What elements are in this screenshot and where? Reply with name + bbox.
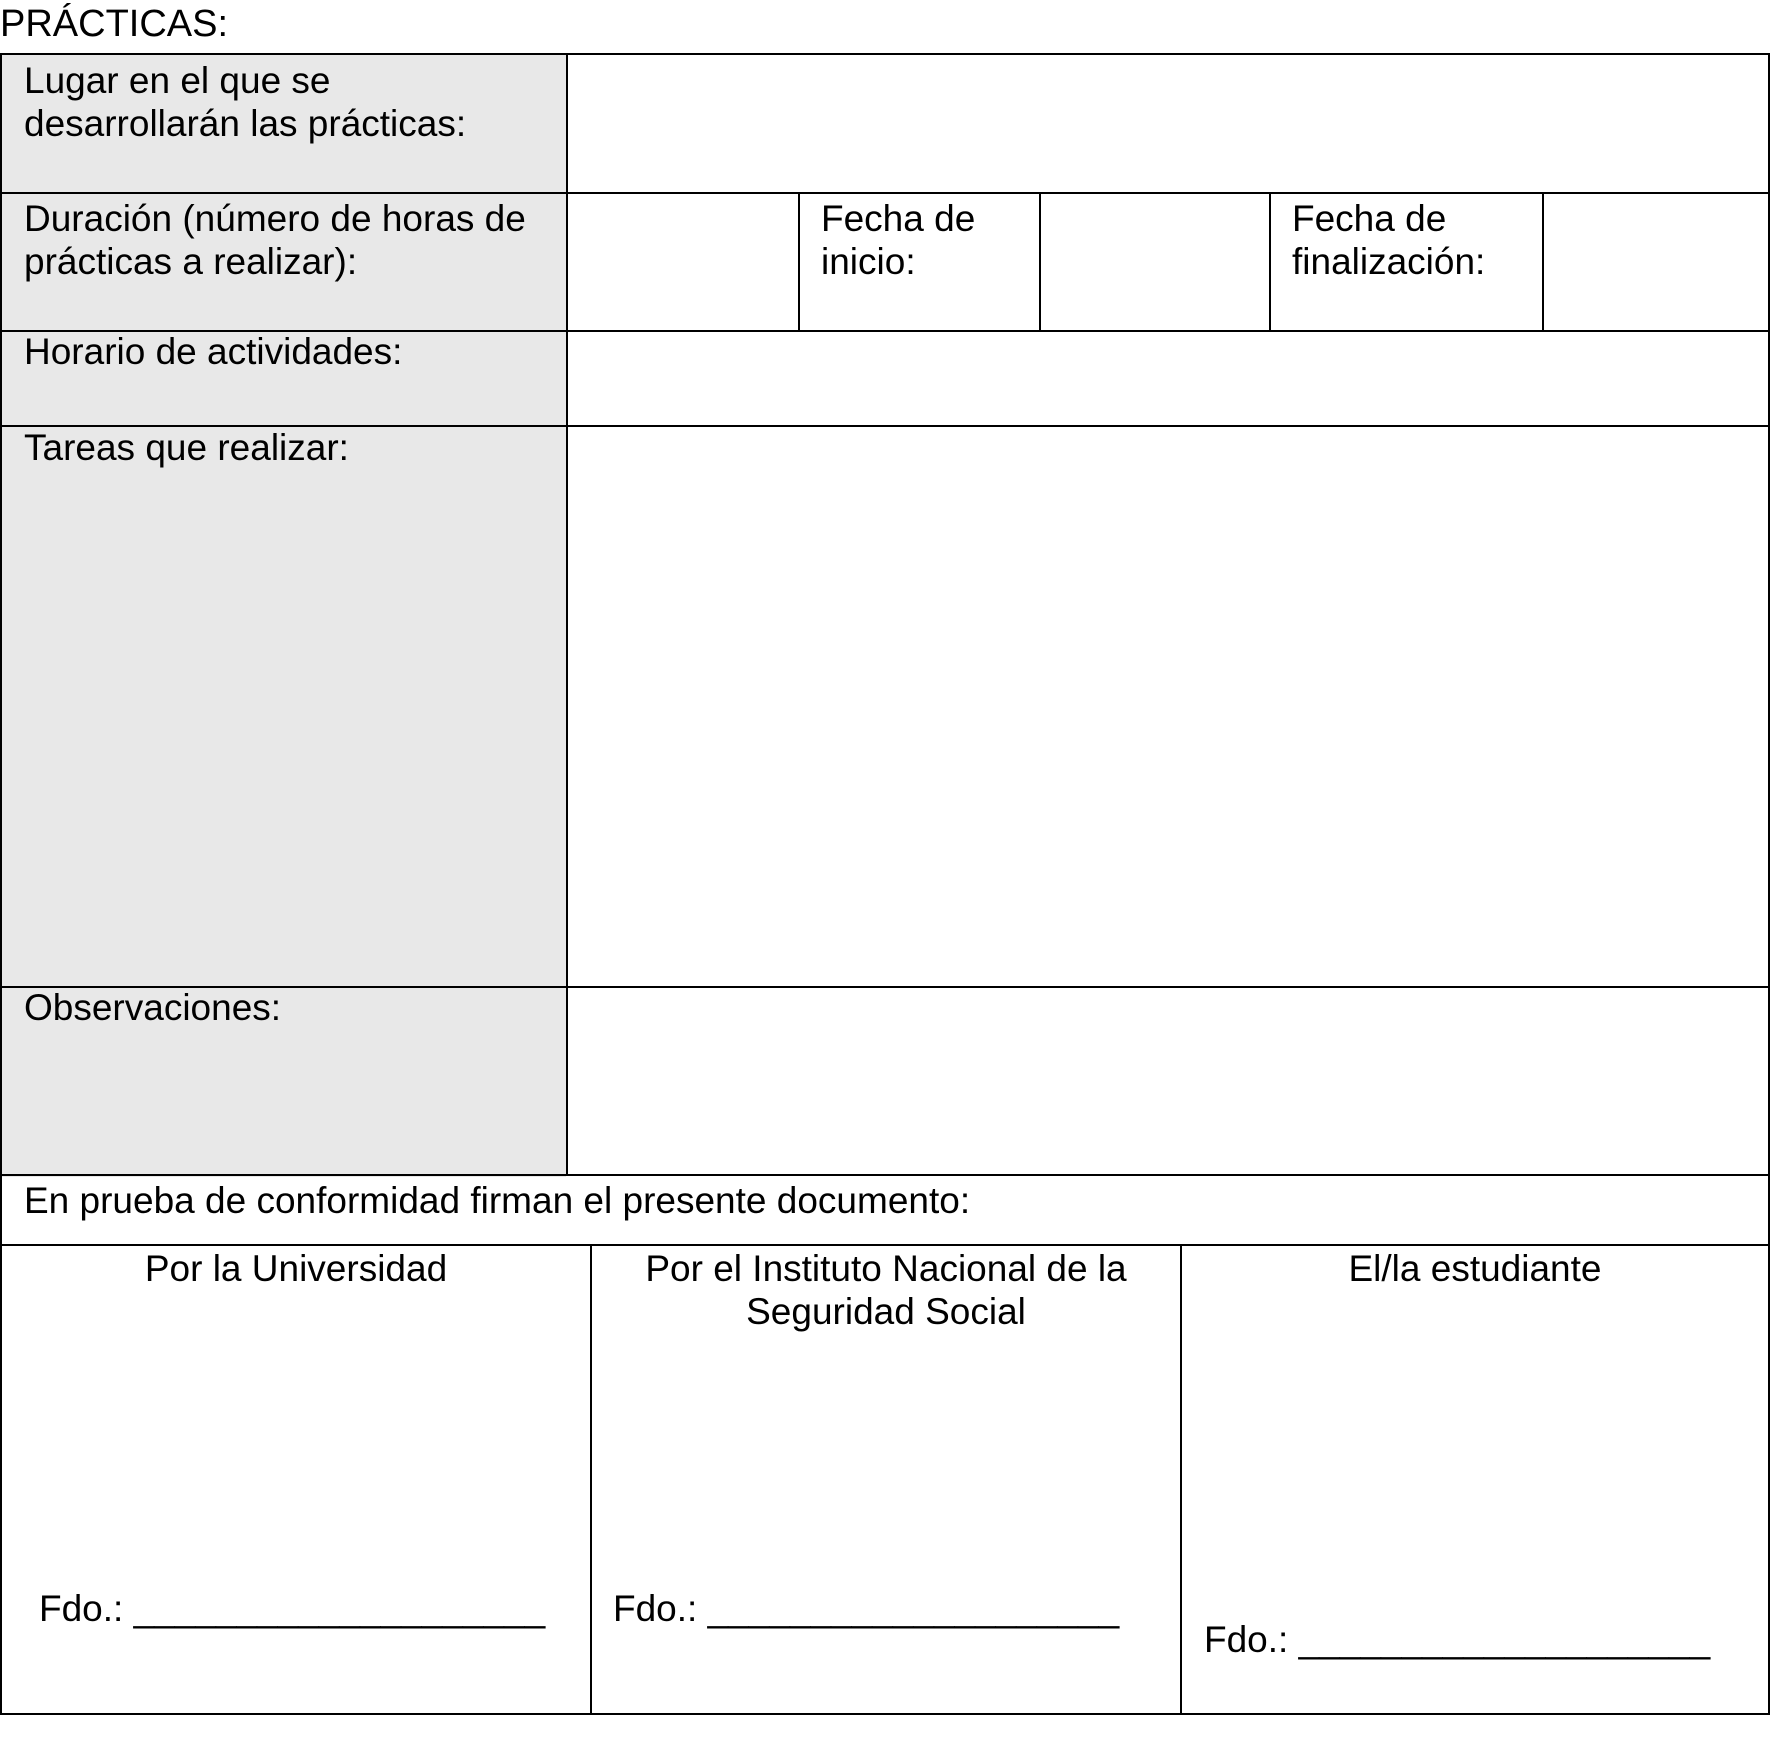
page-title: PRÁCTICAS: bbox=[0, 3, 229, 45]
row-divider bbox=[2, 192, 1768, 194]
column-divider bbox=[1180, 1245, 1182, 1713]
column-divider bbox=[798, 193, 800, 331]
signature-title-universidad: Por la Universidad bbox=[144, 1248, 448, 1289]
signature-line-universidad[interactable]: Fdo.: ____________________ bbox=[39, 1588, 546, 1629]
column-divider bbox=[1269, 193, 1271, 331]
row-divider bbox=[2, 1174, 1768, 1176]
lugar-label: Lugar en el que se desarrollarán las prácticas: bbox=[24, 60, 467, 144]
row-divider bbox=[2, 1244, 1768, 1246]
observaciones-label: Observaciones: bbox=[24, 987, 282, 1028]
duracion-label: Duración (número de horas de prácticas a realizar): bbox=[24, 198, 526, 282]
fecha-finalizacion-label: Fecha de finalización: bbox=[1292, 198, 1486, 282]
fecha-inicio-input[interactable] bbox=[1041, 195, 1269, 330]
conformity-text: En prueba de conformidad firman el presente documento: bbox=[24, 1180, 971, 1221]
signature-title-inss: Por el Instituto Nacional de la Seguridad Social bbox=[645, 1248, 1127, 1332]
lugar-input[interactable] bbox=[569, 55, 1768, 192]
fecha-finalizacion-input[interactable] bbox=[1545, 195, 1768, 330]
observaciones-input[interactable] bbox=[569, 989, 1768, 1174]
signature-title-estudiante: El/la estudiante bbox=[1348, 1248, 1602, 1289]
signature-line-estudiante[interactable]: Fdo.: ____________________ bbox=[1204, 1619, 1711, 1660]
practicas-form bbox=[0, 53, 1770, 1715]
horario-label: Horario de actividades: bbox=[24, 331, 403, 372]
tareas-input[interactable] bbox=[569, 428, 1768, 986]
fecha-inicio-label: Fecha de inicio: bbox=[821, 198, 976, 282]
column-divider bbox=[566, 55, 568, 1176]
horario-input[interactable] bbox=[569, 333, 1768, 425]
column-divider bbox=[1542, 193, 1544, 331]
signature-line-inss[interactable]: Fdo.: ____________________ bbox=[613, 1588, 1120, 1629]
duracion-input[interactable] bbox=[569, 195, 798, 330]
tareas-label: Tareas que realizar: bbox=[24, 427, 349, 468]
